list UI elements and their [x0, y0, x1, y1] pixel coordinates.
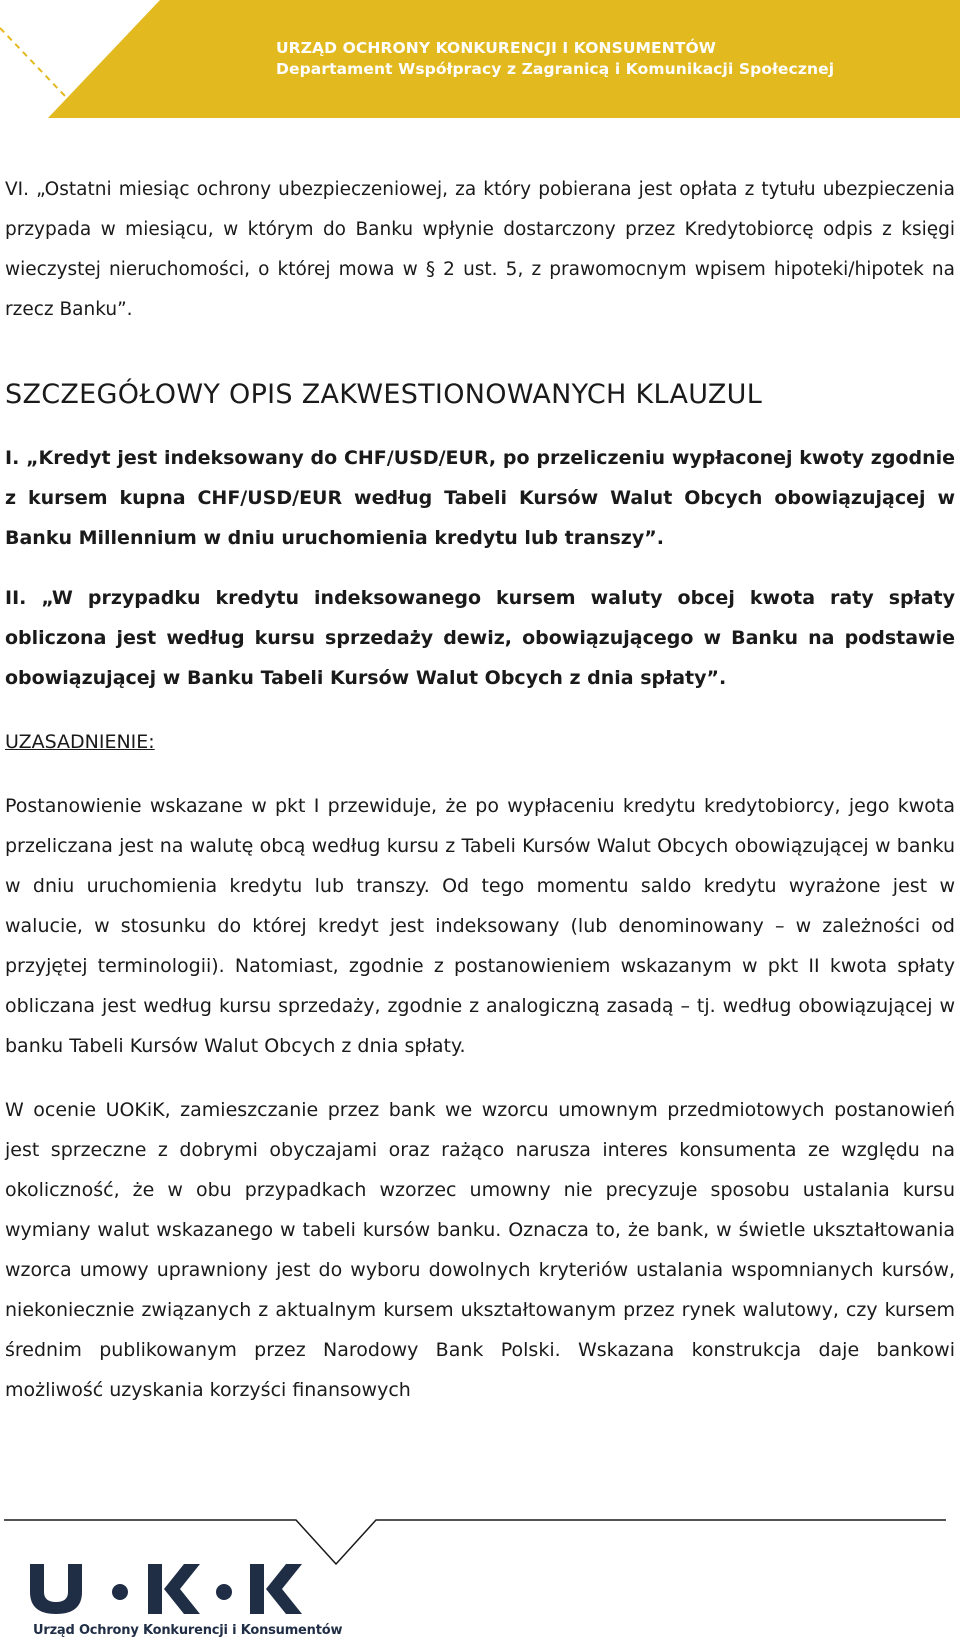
section-heading: SZCZEGÓŁOWY OPIS ZAKWESTIONOWANYCH KLAUZUL — [5, 379, 763, 410]
clause-vi-paragraph: VI. „Ostatni miesiąc ochrony ubezpieczeniowej, za który pobierana jest opłata z tytułu ubezpieczenia przypada w miesiącu, w którym do Banku wpłynie dostarczony przez Kredytobiorcę odpis z księgi wieczystej nieruchomości, o której mowa w § 2 ust. 5, z prawomocnym wpisem hipoteki/hipotek na rzecz Banku”. — [5, 179, 955, 320]
logo-k2-arms — [266, 1564, 302, 1614]
footer — [0, 1518, 960, 1640]
header-dashed-line — [0, 28, 86, 118]
logo-dot-1 — [112, 1584, 128, 1600]
logo-caption: Urząd Ochrony Konkurencji i Konsumentów — [33, 1623, 343, 1638]
uokik-logo — [30, 1564, 302, 1614]
justification-heading: UZASADNIENIE: — [5, 731, 155, 753]
footer-divider-line — [4, 1520, 946, 1564]
logo-k1-arms — [164, 1564, 200, 1614]
footer-graphic — [0, 1518, 960, 1640]
justification-paragraph-2: W ocenie UOKiK, zamieszczanie przez bank we wzorcu umownym przedmiotowych postanowień jest sprzeczne z dobrymi obyczajami oraz rażąco narusza interes konsumenta ze względu na okoliczność, że w obu przypadkach wzorzec umowny nie precyzuje sposobu ustalania kursu wymiany walut wskazanego w tabeli kursów banku. Oznacza to, że bank, w świetle ukształtowania wzorca umowy uprawniony jest do wyboru dowolnych kryteriów ustalania wspomnianych kursów, niekoniecznie związanych z aktualnym kursem ukształtowanym przez rynek walutowy, czy kursem średnim publikowanym przez Narodowy Bank Polski. Wskazana konstrukcja daje bankowi możliwość uzyskania korzyści finansowych — [5, 1099, 955, 1401]
clause-i-paragraph: I. „Kredyt jest indeksowany do CHF/USD/EUR, po przeliczeniu wypłaconej kwoty zgodnie z kursem kupna CHF/USD/EUR według Tabeli Kursów Walut Obcych obowiązującej w Banku Millennium w dniu uruchomienia kredytu lub transzy”. — [5, 447, 955, 549]
logo-k2-stem — [250, 1564, 264, 1614]
header-title-block — [276, 38, 834, 80]
header-band — [0, 0, 960, 118]
document-body — [5, 170, 955, 1410]
justification-paragraph-1: Postanowienie wskazane w pkt I przewiduje, że po wypłaceniu kredytu kredytobiorcy, jego kwota przeliczana jest na walutę obcą według kursu z Tabeli Kursów Walut Obcych obowiązującej w banku w dniu uruchomienia kredytu lub transzy. Od tego momentu saldo kredytu wyrażone jest w walucie, w stosunku do której kredyt jest indeksowany (lub denominowany – w zależności od przyjętej terminologii). Natomiast, zgodnie z postanowieniem wskazanym w pkt II kwota spłaty obliczana jest według kursu sprzedaży, zgodnie z analogiczną zasadą – tj. według obowiązującej w banku Tabeli Kursów Walut Obcych z dnia spłaty. — [5, 795, 955, 1057]
header-department-name: Departament Współpracy z Zagranicą i Komunikacji Społecznej — [276, 60, 835, 78]
logo-letter-u — [30, 1564, 82, 1614]
logo-dot-2 — [216, 1584, 232, 1600]
logo-k1-stem — [148, 1564, 162, 1614]
clause-ii-paragraph: II. „W przypadku kredytu indeksowanego kursem waluty obcej kwota raty spłaty obliczona jest według kursu sprzedaży dewiz, obowiązującego w Banku na podstawie obowiązującej w Banku Tabeli Kursów Walut Obcych z dnia spłaty”. — [5, 587, 955, 689]
header-institution-name: URZĄD OCHRONY KONKURENCJI I KONSUMENTÓW — [276, 39, 716, 57]
